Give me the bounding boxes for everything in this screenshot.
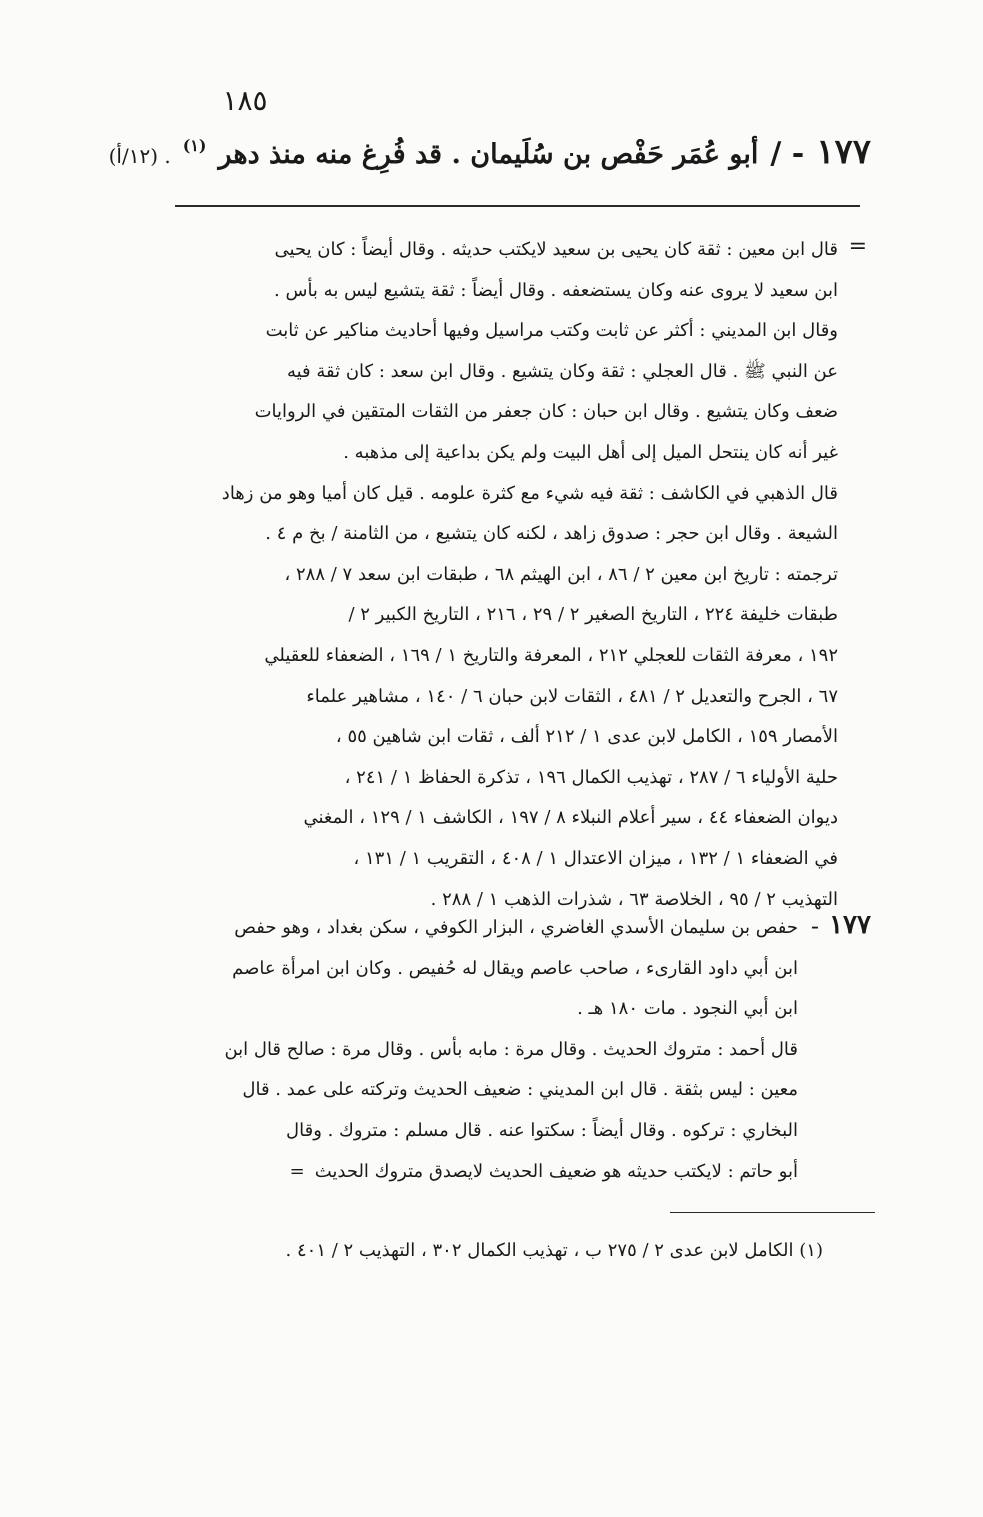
opinion-line: معين : ليس بثقة . قال ابن المديني : ضعيف الحديث وتركته على عمد . قال xyxy=(242,1079,798,1101)
heading-title: أبو عُمَر حَفْص بن سُلَيمان . قد فُرِغ منه منذ دهر xyxy=(218,139,759,170)
continuation-mark: = xyxy=(848,234,867,259)
opinion-line: قال أحمد : متروك الحديث . وقال مرة : مابه بأس . وقال مرة : صالح قال ابن xyxy=(224,1038,798,1060)
text-line: الأمصار ١٥٩ ، الكامل لابن عدى ١ / ٢١٢ ألف ، ثقات ابن شاهين ٥٥ ، xyxy=(335,726,838,748)
bio-line: حفص بن سليمان الأسدي الغاضري ، البزار الكوفي ، سكن بغداد ، وهو حفص xyxy=(234,917,798,938)
text-line: قال الذهبي في الكاشف : ثقة فيه شيء مع كثرة علومه . قيل كان أميا وهو من زهاد xyxy=(221,482,838,504)
heading-folio: . (١٢/أ) xyxy=(108,144,171,168)
text-line: طبقات خليفة ٢٢٤ ، التاريخ الصغير ٢ / ٢٩ ، ٢١٦ ، التاريخ الكبير ٢ / xyxy=(348,604,838,626)
heading-footnote-ref: (١) xyxy=(182,136,207,155)
entry-dash: - xyxy=(810,912,819,940)
heading-divider xyxy=(175,205,860,207)
text-line: في الضعفاء ١ / ١٣٢ ، ميزان الاعتدال ١ / ٤٠٨ ، التقريب ١ / ١٣١ ، xyxy=(353,847,838,869)
opinion-line: البخاري : تركوه . وقال أيضاً : سكتوا عنه . قال مسلم : متروك . وقال xyxy=(286,1119,798,1141)
page-number: ١٨٥ xyxy=(222,84,268,117)
text-line: ضعف وكان يتشيع . وقال ابن حبان : كان جعفر من الثقات المتقين في الروايات xyxy=(254,401,838,423)
text-line: التهذيب ٢ / ٩٥ ، الخلاصة ٦٣ ، شذرات الذهب ١ / ٢٨٨ . xyxy=(430,888,838,910)
text-line: ترجمته : تاريخ ابن معين ٢ / ٨٦ ، ابن الهيثم ٦٨ ، طبقات ابن سعد ٧ / ٢٨٨ ، xyxy=(284,563,838,585)
text-line: الشيعة . وقال ابن حجر : صدوق زاهد ، لكنه كان يتشيع ، من الثامنة / بخ م ٤ . xyxy=(265,523,838,545)
text-line: ابن سعيد لا يروى عنه وكان يستضعفه . وقال أيضاً : ثقة يتشيع ليس به بأس . xyxy=(274,279,838,301)
previous-entry-notes xyxy=(178,230,838,920)
entry-body xyxy=(178,908,798,1192)
footnote: (١) الكامل لابن عدى ٢ / ٢٧٥ ب ، تهذيب الكمال ٣٠٢ ، التهذيب ٢ / ٤٠١ . xyxy=(285,1240,823,1261)
text-line: وقال ابن المديني : أكثر عن ثابت وكتب مراسيل وفيها أحاديث مناكير عن ثابت xyxy=(265,320,838,342)
opinion-line xyxy=(178,1152,798,1193)
entry-number: ١٧٧ xyxy=(829,910,871,940)
bio-line: ابن أبي النجود . مات ١٨٠ هـ . xyxy=(577,998,798,1020)
continued-mark: = xyxy=(289,1160,305,1182)
text-line: عن النبي ﷺ . قال العجلي : ثقة وكان يتشيع . وقال ابن سعد : كان ثقة فيه xyxy=(286,360,838,382)
text-line: ١٩٢ ، معرفة الثقات للعجلي ٢١٢ ، المعرفة والتاريخ ١ / ١٦٩ ، الضعفاء للعقيلي xyxy=(264,644,838,666)
bio-line: ابن أبي داود القارىء ، صاحب عاصم ويقال له حُفيص . وكان ابن امرأة عاصم xyxy=(232,957,798,979)
text-line: غير أنه كان ينتحل الميل إلى أهل البيت ولم يكن بداعية إلى مذهبه . xyxy=(343,441,838,463)
text-line: حلية الأولياء ٦ / ٢٨٧ ، تهذيب الكمال ١٩٦ ، تذكرة الحفاظ ١ / ٢٤١ ، xyxy=(344,766,838,788)
text-line: ٦٧ ، الجرح والتعديل ٢ / ٤٨١ ، الثقات لابن حبان ٦ / ١٤٠ ، مشاهير علماء xyxy=(306,685,838,707)
footnote-divider xyxy=(670,1212,875,1213)
entry-heading xyxy=(101,132,871,172)
heading-dash: - / xyxy=(770,136,805,171)
text-line: قال ابن معين : ثقة كان يحيى بن سعيد لايكتب حديثه . وقال أيضاً : كان يحيى xyxy=(274,239,838,260)
heading-entry-number: ١٧٧ xyxy=(816,132,871,172)
opinion-line-text: أبو حاتم : لايكتب حديثه هو ضعيف الحديث لايصدق متروك الحديث xyxy=(314,1160,798,1182)
text-line: ديوان الضعفاء ٤٤ ، سير أعلام النبلاء ٨ / ١٩٧ ، الكاشف ١ / ١٢٩ ، المغني xyxy=(303,807,838,829)
